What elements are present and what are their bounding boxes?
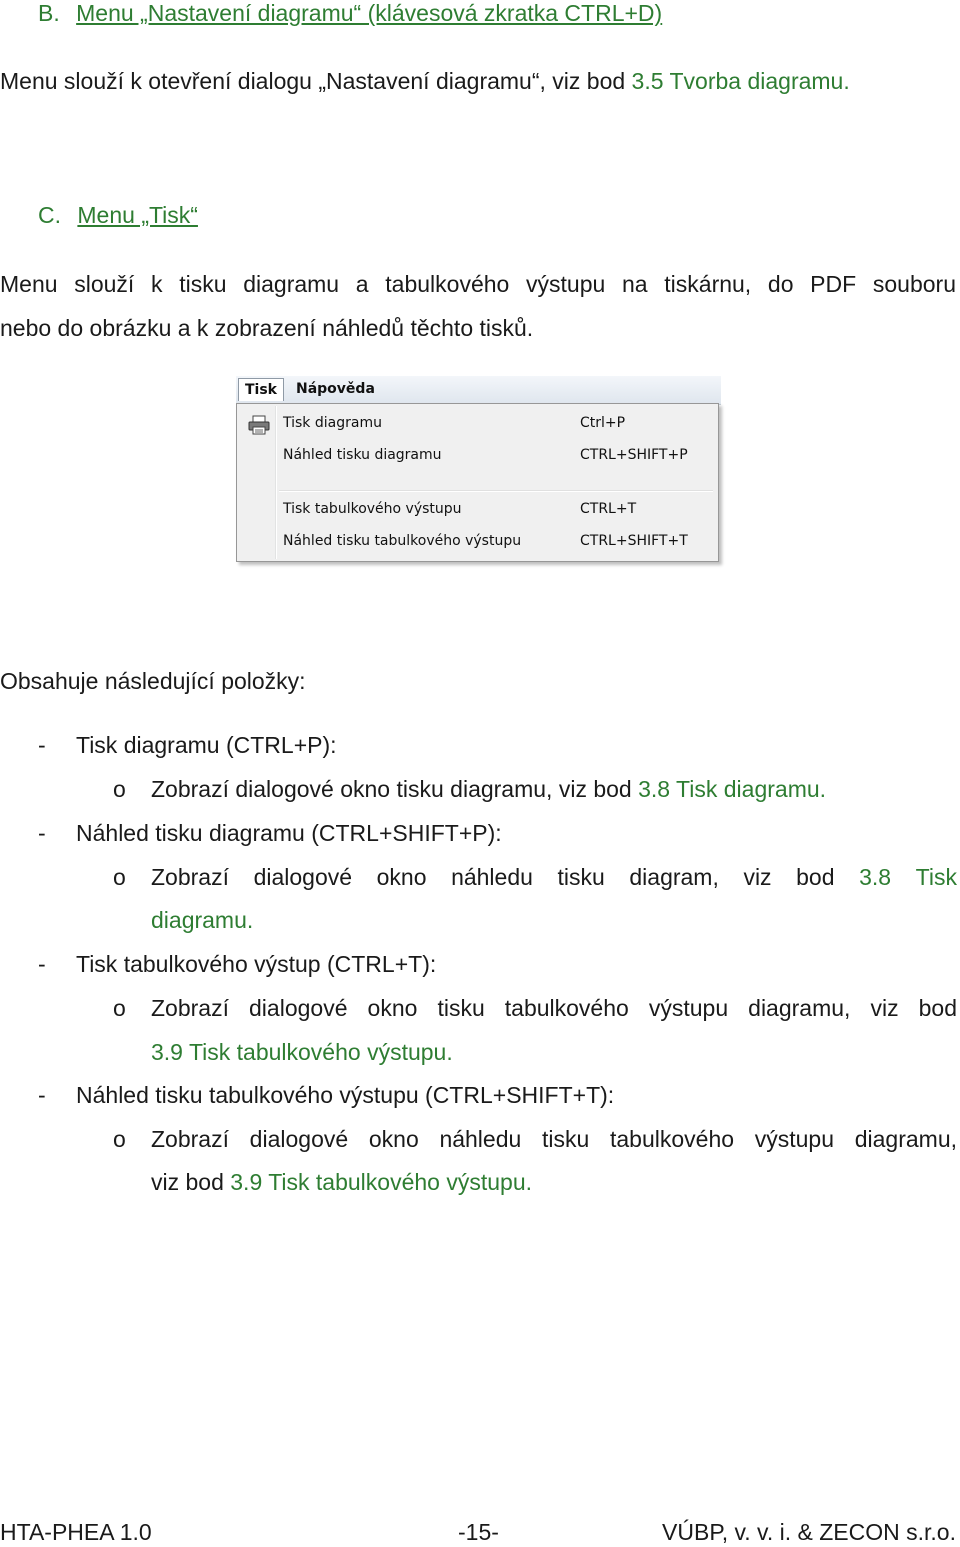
menu-item-label: Náhled tisku tabulkového výstupu (283, 533, 522, 549)
list-item-desc-line1: Zobrazí dialogové okno tisku tabulkového výstupu diagramu, viz bod (151, 995, 957, 1021)
list-item-desc-line1: Zobrazí dialogové okno náhledu tisku tabulkového výstupu diagramu, (151, 1126, 957, 1152)
menu-dropdown (236, 403, 719, 562)
contents-intro: Obsahuje následující položky: (0, 668, 306, 694)
desc-word: bod (796, 864, 835, 890)
menu-item-tisk-diagramu[interactable] (283, 410, 713, 436)
desc-ref-link[interactable]: diagramu. (151, 907, 254, 933)
desc-word: okno (376, 864, 427, 890)
menu-item-shortcut: CTRL+T (580, 501, 637, 517)
desc-ref-link[interactable]: 3.8 (859, 864, 892, 890)
desc-word: dialogové (253, 864, 353, 890)
list-item-desc-line2 (151, 1169, 532, 1196)
menu-item-shortcut: CTRL+SHIFT+T (580, 533, 688, 549)
desc-ref-link[interactable]: 3.9 Tisk tabulkového výstupu. (230, 1169, 532, 1195)
list-bullet: o (113, 864, 126, 890)
list-bullet: o (113, 995, 126, 1021)
list-dash: - (38, 820, 46, 846)
menu-item-shortcut: Ctrl+P (580, 415, 626, 431)
list-item-title: Náhled tisku diagramu (CTRL+SHIFT+P): (76, 820, 502, 846)
menu-screenshot (236, 376, 721, 564)
list-item-desc-line1 (151, 864, 957, 891)
desc-word: viz (743, 864, 772, 890)
menu-item-label: Tisk diagramu (283, 415, 382, 431)
section-b-paragraph (0, 68, 850, 95)
menu-item-label: Tisk tabulkového výstupu (283, 501, 462, 517)
menu-bar-item-tisk[interactable]: Tisk (238, 378, 284, 401)
desc-ref-link[interactable]: 3.9 Tisk tabulkového výstupu. (151, 1039, 453, 1065)
menu-bar (236, 376, 721, 405)
list-bullet: o (113, 1126, 126, 1152)
list-dash: - (38, 1082, 46, 1108)
section-b-title-link[interactable]: Menu „Nastavení diagramu“ (klávesová zkratka CTRL+D) (76, 0, 663, 26)
list-bullet: o (113, 776, 126, 802)
list-dash: - (38, 732, 46, 758)
menu-item-nahled-tisku-diagramu[interactable] (283, 442, 713, 468)
desc-ref-link[interactable]: 3.8 Tisk diagramu. (638, 776, 827, 802)
desc-word: tisku (557, 864, 605, 890)
section-b-heading (38, 0, 662, 27)
section-b-ref-link[interactable]: 3.5 Tvorba diagramu. (631, 68, 850, 94)
desc-word: diagram, (629, 864, 719, 890)
desc-word: náhledu (451, 864, 533, 890)
menu-separator (279, 490, 713, 492)
list-dash: - (38, 951, 46, 977)
footer-left: HTA-PHEA 1.0 (0, 1519, 152, 1545)
section-b-text: Menu slouží k otevření dialogu „Nastavení diagramu“, viz bod (0, 68, 626, 94)
desc-ref-link[interactable]: Tisk (915, 864, 957, 890)
section-c-letter: C. (38, 202, 61, 228)
list-item-title: Tisk diagramu (CTRL+P): (76, 732, 337, 758)
list-item-title: Náhled tisku tabulkového výstupu (CTRL+SHIFT+T): (76, 1082, 615, 1108)
list-item-desc (151, 776, 826, 803)
desc-text: viz bod (151, 1169, 224, 1195)
list-item-title: Tisk tabulkového výstup (CTRL+T): (76, 951, 437, 977)
section-c-heading (38, 202, 198, 229)
footer-page-number: -15- (458, 1519, 499, 1545)
menu-item-label: Náhled tisku diagramu (283, 447, 442, 463)
section-c-title-link[interactable]: Menu „Tisk“ (77, 202, 198, 228)
menu-item-shortcut: CTRL+SHIFT+P (580, 447, 688, 463)
menu-bar-item-napoveda[interactable]: Nápověda (296, 381, 375, 397)
desc-text: Zobrazí dialogové okno tisku diagramu, viz bod (151, 776, 632, 802)
menu-item-nahled-tisku-tabulkoveho-vystupu[interactable] (283, 528, 713, 554)
section-c-paragraph-line1: Menu slouží k tisku diagramu a tabulkového výstupu na tiskárnu, do PDF souboru (0, 271, 956, 297)
desc-word: Zobrazí (151, 864, 229, 890)
section-b-letter: B. (38, 0, 60, 26)
section-c-paragraph-line2: nebo do obrázku a k zobrazení náhledů těchto tisků. (0, 315, 534, 341)
menu-item-tisk-tabulkoveho-vystupu[interactable] (283, 496, 713, 522)
menu-icon-gutter (275, 406, 277, 559)
printer-icon (248, 415, 270, 435)
footer-right: VÚBP, v. v. i. & ZECON s.r.o. (662, 1519, 956, 1545)
